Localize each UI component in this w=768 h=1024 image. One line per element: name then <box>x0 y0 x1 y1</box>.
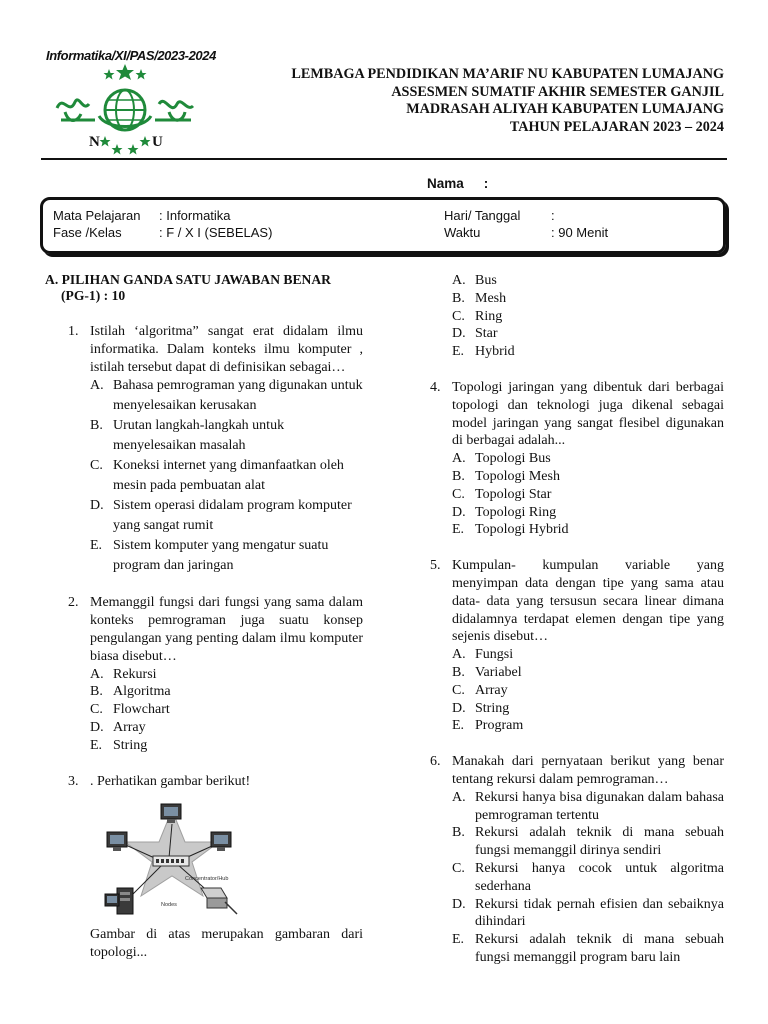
exam-info-box <box>40 197 726 254</box>
printer-icon <box>201 888 237 914</box>
question-3-continuation: Gambar di atas merupakan gambaran dari topologi... <box>90 927 363 961</box>
name-label: Nama <box>427 176 464 191</box>
option-c: C. Array <box>452 682 508 698</box>
right-column <box>426 272 724 967</box>
question-4 <box>426 379 724 539</box>
option-list <box>452 450 724 539</box>
question-number: 2. <box>68 595 79 611</box>
option-e: E. String <box>90 737 148 753</box>
time-value: : 90 Menit <box>551 225 609 240</box>
question-5 <box>426 557 724 735</box>
question-3-options <box>426 272 724 361</box>
option-list <box>90 376 363 576</box>
option-list <box>452 646 724 735</box>
question-stem: Topologi jaringan yang dibentuk dari berbagai topologi dan teknologi juga dikenal sebagai model jaringan yang sangat flesibel digunakan di berbagai adalah... <box>452 379 724 449</box>
question-number: 6. <box>430 754 441 770</box>
nodes-label: Nodes <box>161 902 177 909</box>
option-e: E. Sistem komputer yang mengatur suatu program dan jaringan <box>90 538 329 574</box>
option-c: C. Rekursi hanya cocok untuk algoritma sederhana <box>452 860 724 894</box>
option-list <box>90 666 363 755</box>
option-a: A. Topologi Bus <box>452 451 551 467</box>
institution-line-2: ASSESMEN SUMATIF AKHIR SEMESTER GANJIL <box>391 83 724 100</box>
logo-letter-u: U <box>152 134 163 150</box>
option-c: C. Ring <box>452 308 503 324</box>
question-number: 5. <box>430 558 441 574</box>
option-d: D. Rekursi tidak pernah efisien dan sebaiknya dihindari <box>452 896 724 930</box>
option-c: C. Koneksi internet yang dimanfaatkan oleh mesin pada pembuatan alat <box>90 458 344 494</box>
class-label: Fase /Kelas <box>53 225 122 240</box>
question-3 <box>45 773 363 962</box>
option-b: B. Mesh <box>452 290 507 306</box>
left-column <box>45 272 363 962</box>
institution-header <box>291 66 724 136</box>
option-d: D. String <box>452 700 510 716</box>
question-stem: . Perhatikan gambar berikut! <box>90 773 251 789</box>
option-d: D. Topologi Ring <box>452 504 557 520</box>
question-number: 4. <box>430 379 441 395</box>
document-code: Informatika/XI/PAS/2023-2024 <box>46 48 216 63</box>
header-divider <box>41 158 727 160</box>
option-a: A. Bus <box>452 273 497 288</box>
hub-label: Concentrator/Hub <box>185 876 229 883</box>
option-b: B. Variabel <box>452 664 522 680</box>
option-d: D. Sistem operasi didalam program komputer yang sangat rumit <box>90 498 352 534</box>
option-c: C. Flowchart <box>90 702 170 718</box>
option-b: B. Urutan langkah-langkah untuk menyelesaikan masalah <box>90 418 285 454</box>
subject-label: Mata Pelajaran <box>53 208 141 223</box>
monitor-icon-left <box>107 832 127 851</box>
logo-letter-n: N <box>89 134 100 150</box>
question-stem: Memanggil fungsi dari fungsi yang sama dalam konteks pemrograman juga suatu konsep pengulangan yang penting dalam ilmu komputer biasa disebut… <box>90 595 363 664</box>
institution-line-3: MADRASAH ALIYAH KABUPATEN LUMAJANG <box>406 101 724 118</box>
option-e: E. Topologi Hybrid <box>452 522 569 538</box>
section-title <box>45 272 363 304</box>
question-number: 1. <box>68 324 79 339</box>
section-title-line-1: A. PILIHAN GANDA SATU JAWABAN BENAR <box>45 272 332 287</box>
date-label: Hari/ Tanggal <box>444 208 521 223</box>
question-1 <box>45 323 363 576</box>
option-a: A. Bahasa pemrograman yang digunakan untuk menyelesaikan kerusakan <box>90 378 363 414</box>
monitor-icon-top <box>161 804 181 823</box>
question-2 <box>45 594 363 754</box>
section-title-line-2: (PG-1) : 10 <box>61 288 126 303</box>
option-e: E. Hybrid <box>452 344 515 360</box>
name-colon: : <box>483 176 489 191</box>
institution-line-1: LEMBAGA PENDIDIKAN MA’ARIF NU KABUPATEN LUMAJANG <box>291 66 724 82</box>
option-e: E. Rekursi adalah teknik di mana sebuah fungsi memanggil program baru lain <box>452 932 724 965</box>
server-icon <box>105 888 133 914</box>
question-stem: Kumpulan- kumpulan variable yang menyimpan data dengan tipe yang sama atau data- data yang tersusun secara linear dimana didalamnya terdapat elemen dengan tipe yang sejenis disebut… <box>452 558 724 645</box>
nu-logo <box>55 64 195 158</box>
option-list <box>452 789 724 967</box>
subject-value: : Informatika <box>159 208 231 223</box>
option-a: A. Rekursi hanya bisa digunakan dalam bahasa pemrograman tertentu <box>452 789 724 823</box>
question-6 <box>426 753 724 967</box>
question-stem: Manakah dari pernyataan berikut yang benar tentang rekursi dalam pemrograman… <box>452 754 724 787</box>
question-number: 3. <box>68 773 79 789</box>
time-label: Waktu <box>444 225 481 240</box>
name-field <box>427 176 488 191</box>
option-a: A. Fungsi <box>452 647 514 663</box>
option-b: B. Topologi Mesh <box>452 468 560 484</box>
question-stem: Istilah ‘algoritma” sangat erat didalam ilmu informatika. Dalam konteks ilmu komputer , istilah tersebut dapat di definisikan sebagai… <box>90 324 363 375</box>
option-d: D. Star <box>452 326 498 342</box>
logo-top-star <box>116 64 134 80</box>
option-b: B. Rekursi adalah teknik di mana sebuah fungsi memanggil dirinya sendiri <box>452 825 724 859</box>
monitor-icon-right <box>211 832 231 851</box>
option-a: A. Rekursi <box>90 666 157 682</box>
option-b: B. Algoritma <box>90 684 171 700</box>
class-value: : F / X I (SEBELAS) <box>159 225 273 240</box>
option-c: C. Topologi Star <box>452 486 552 502</box>
star-topology-image <box>97 802 247 920</box>
option-d: D. Array <box>90 719 146 735</box>
date-value: : <box>551 208 555 223</box>
institution-line-4: TAHUN PELAJARAN 2023 – 2024 <box>509 118 724 135</box>
option-e: E. Program <box>452 718 524 734</box>
